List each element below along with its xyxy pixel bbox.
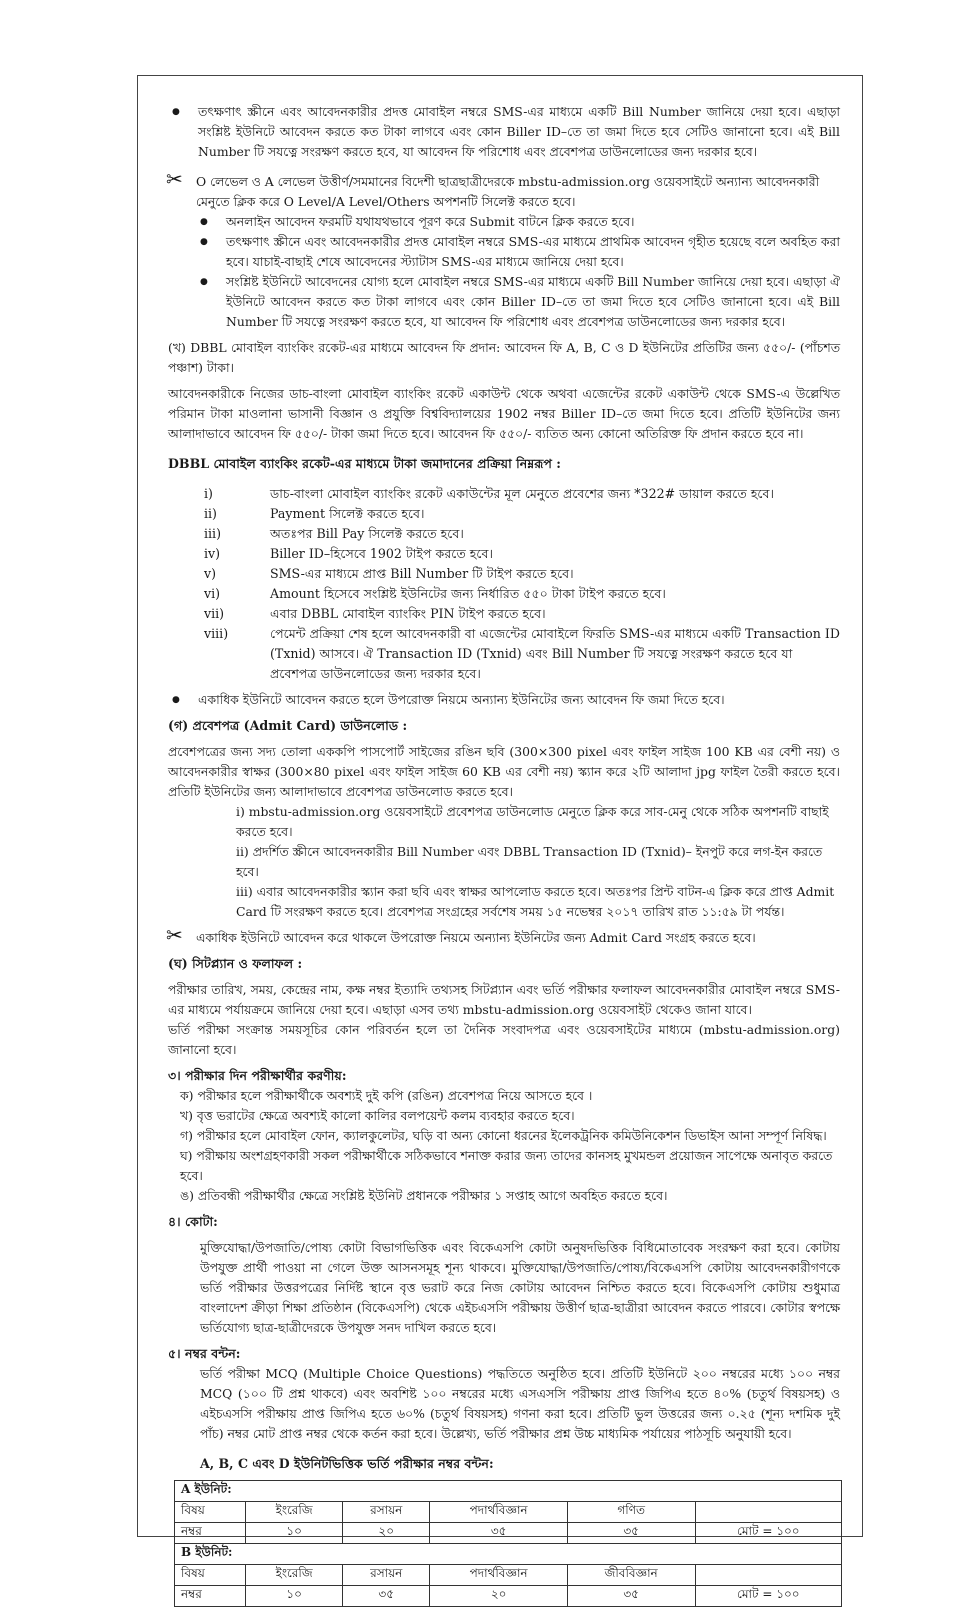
olevel-bullet-1: ● অনলাইন আবেদন ফরমটি যথাযথভাবে পূরণ করে Submit বাটনে ক্লিক করতে হবে। (196, 212, 840, 232)
scissors-icon: ✂ (166, 167, 183, 191)
list-item: খ) বৃত্ত ভরাটের ক্ষেত্রে অবশ্যই কালো কালির বলপয়েন্ট কলম ব্যবহার করতে হবে। (180, 1108, 575, 1123)
olevel-section (166, 167, 840, 212)
dbbl-note: ● একাধিক ইউনিটে আবেদন করতে হলে উপরোক্ত নিয়মে অন্যান্য ইউনিটের জন্য আবেদন ফি জমা দিতে হবে। (168, 690, 840, 710)
document-page (137, 75, 863, 1601)
unit-b-title: B ইউনিট: (175, 1544, 842, 1565)
list-item: ঘ) পরীক্ষায় অংশগ্রহণকারী সকল পরীক্ষার্থীকে সঠিকভাবে শনাক্ত করার জন্য তাদের কানসহ মুখমন্ডল প্রয়োজন সাপেক্ষে অনাবৃত করতে হবে। (180, 1148, 833, 1183)
table-row: বিষয় ইংরেজি রসায়ন পদার্থবিজ্ঞান জীববিজ্ঞান (175, 1565, 842, 1586)
section-kha-heading: (খ) DBBL মোবাইল ব্যাংকিং রকেট-এর মাধ্যমে আবেদন ফি প্রদান: আবেদন ফি A, B, C ও D ইউনিটের প্রতিটির জন্য ৫৫০/- (পাঁচশত পঞ্চাশ) টাকা। (168, 340, 840, 375)
dbbl-steps (168, 484, 840, 684)
list-item: গ) পরীক্ষার হলে মোবাইল ফোন, ক্যালকুলেটর, ঘড়ি বা অন্য কোনো ধরনের ইলেকট্রনিক কমিউনিকেশন ডিভাইস আনা সম্পূর্ণ নিষিদ্ধ। (180, 1128, 827, 1143)
admit-step: ii) প্রদর্শিত স্ক্রীনে আবেদনকারীর Bill Number এবং DBBL Transaction ID (Txnid)– ইনপুট করে লগ-ইন করতে হবে। (236, 844, 823, 879)
olevel-intro: O লেভেল ও A লেভেল উত্তীর্ণ/সমমানের বিদেশী ছাত্রছাত্রীদেরকে mbstu-admission.org ওয়েবসাইটে অন্যান্য আবেদনকারী মেনুতে ক্লিক করে O Level/A Level/Others অপশনটি সিলেক্ট করতে হবে। (196, 174, 820, 209)
section-4-para: মুক্তিযোদ্ধা/উপজাতি/পোষ্য কোটা বিভাগভিত্তিক এবং বিকেএসপি কোটা অনুষদভিত্তিক বিধিমোতাবেক সংরক্ষণ করা হবে। কোটায় উপযুক্ত প্রার্থী পাওয়া না গেলে উক্ত আসনসমূহ শূন্য থাকবে। মুক্তিযোদ্ধা/উপজাতি/পোষ্য/বিকেএসপি কোটায় আবেদনকারীগণকে ভর্তি পরীক্ষার উত্তরপত্রের নির্দিষ্ট স্থানে বৃত্ত ভরাট করে নিজ কোটায় আবেদন নিশ্চিত করতে হবে। বিকেএসপি কোটায় শুধুমাত্র বাংলাদেশ ক্রীড়া শিক্ষা প্রতিষ্ঠান (বিকেএসপি) থেকে এইচএসসি পরীক্ষায় উত্তীর্ণ ছাত্র-ছাত্রীরা আবেদন করতে পারবে। কোটার স্বপক্ষে ভর্তিযোগ্য ছাত্র-ছাত্রীদেরকে উপযুক্ত সনদ দাখিল করতে হবে। (200, 1240, 840, 1335)
dbbl-step: iv) Biller ID–হিসেবে 1902 টাইপ করতে হবে। (204, 546, 493, 561)
section-4-heading: ৪। কোটা: (168, 1214, 218, 1229)
scissors-icon: ✂ (166, 923, 183, 947)
section-kha-para: আবেদনকারীকে নিজের ডাচ-বাংলা মোবাইল ব্যাংকিং রকেট একাউন্ট থেকে অথবা এজেন্টের রকেট একাউন্ট থেকে SMS-এ উল্লেখিত পরিমান টাকা মাওলানা ভাসানী বিজ্ঞান ও প্রযুক্তি বিশ্ববিদ্যালয়ের 1902 নম্বর Biller ID–তে জমা দিতে হবে। প্রতিটি ইউনিটের জন্য আলাদাভাবে আবেদন ফি ৫৫০/- টাকা জমা দিতে হবে। আবেদন ফি ৫৫০/- ব্যতিত অন্য কোনো অতিরিক্ত ফি প্রদান করতে হবে না। (168, 386, 840, 441)
olevel-bullet-3: ● সংশ্লিষ্ট ইউনিটে আবেদনের যোগ্য হলে মোবাইল নম্বরে SMS-এর মাধ্যমে একটি Bill Number জানিয়ে দেয়া হবে। এছাড়া ঐ ইউনিটে আবেদন করতে কত টাকা লাগবে এবং কোন Biller ID–তে তা জমা দিতে হবে সেটিও জানানো হবে। এই Bill Number টি সযত্নে সংরক্ষণ করতে হবে, যা আবেদন ফি পরিশোধ এবং প্রবেশপত্র ডাউনলোডের জন্য দরকার হবে। (196, 272, 840, 332)
section-5-heading: ৫। নম্বর বন্টন: (168, 1346, 241, 1361)
dbbl-step: ii) Payment সিলেক্ট করতে হবে। (204, 506, 425, 521)
section-ga-heading: (গ) প্রবেশপত্র (Admit Card) ডাউনলোড : (168, 718, 408, 733)
section-ga-para: প্রবেশপত্রের জন্য সদ্য তোলা এককপি পাসপোর্ট সাইজের রঙিন ছবি (300×300 pixel এবং ফাইল সাইজ 100 KB এর বেশী নয়) ও আবেদনকারীর স্বাক্ষর (300×80 pixel এবং ফাইল সাইজ 60 KB এর বেশী নয়) স্ক্যান করে ২টি আলাদা jpg ফাইল তৈরী করতে হবে। প্রতিটি ইউনিটের জন্য আলাদাভাবে প্রবেশপত্র ডাউনলোড করতে হবে। (168, 744, 840, 799)
olevel-bullet-2: ● তৎক্ষণাৎ স্ক্রীনে এবং আবেদনকারীর প্রদত্ত মোবাইল নম্বরে SMS-এর মাধ্যমে প্রাথমিক আবেদন গৃহীত হয়েছে বলে অবহিত করা হবে। যাচাই-বাছাই শেষে আবেদনের স্ট্যাটাস SMS-এর মাধ্যমে জানিয়ে দেয়া হবে। (196, 232, 840, 272)
unit-a-title: A ইউনিট: (175, 1481, 842, 1502)
dbbl-step: vii) এবার DBBL মোবাইল ব্যাংকিং PIN টাইপ করতে হবে। (204, 606, 546, 621)
dbbl-heading: DBBL মোবাইল ব্যাংকিং রকেট-এর মাধ্যমে টাকা জমাদানের প্রক্রিয়া নিম্নরূপ : (168, 456, 561, 471)
dbbl-step: viii) পেমেন্ট প্রক্রিয়া শেষ হলে আবেদনকারী বা এজেন্টের মোবাইলে ফিরতি SMS-এর মাধ্যমে একটি Transaction ID (Txnid) আসবে। ঐ Transaction ID (Txnid) এবং Bill Number টি সযত্নে সংরক্ষণ করতে হবে যা প্রবেশপত্র ডাউনলোডের জন্য দরকার হবে। (204, 626, 840, 681)
admit-note: ✂ একাধিক ইউনিটে আবেদন করে থাকলে উপরোক্ত নিয়মে অন্যান্য ইউনিটের জন্য Admit Card সংগ্রহ করতে হবে। (166, 923, 756, 947)
section-gha-para1: পরীক্ষার তারিখ, সময়, কেন্দ্রের নাম, কক্ষ নম্বর ইত্যাদি তথ্যসহ সিটপ্ল্যান এবং ভর্তি পরীক্ষার ফলাফল আবেদনকারীর মোবাইল নম্বরে SMS-এর মাধ্যমে পর্যায়ক্রমে জানিয়ে দেয়া হবে। এছাড়া এসব তথ্য mbstu-admission.org ওয়েবসাইট থেকেও জানা যাবে। (168, 982, 840, 1017)
section-3-heading: ৩। পরীক্ষার দিন পরীক্ষার্থীর করণীয়: (168, 1068, 347, 1083)
section-gha-para2: ভর্তি পরীক্ষা সংক্রান্ত সময়সূচির কোন পরিবর্তন হলে তা দৈনিক সংবাদপত্র এবং ওয়েবসাইটের মাধ্যমে (mbstu-admission.org) জানানো হবে। (168, 1022, 840, 1057)
marks-table-title: A, B, C এবং D ইউনিটভিত্তিক ভর্তি পরীক্ষার নম্বর বন্টন: (200, 1456, 494, 1471)
list-item: ক) পরীক্ষার হলে পরীক্ষার্থীকে অবশ্যই দুই কপি (রঙিন) প্রবেশপত্র নিয়ে আসতে হবে । (180, 1088, 593, 1103)
dbbl-step: i) ডাচ-বাংলা মোবাইল ব্যাংকিং রকেট একাউন্টের মূল মেনুতে প্রবেশের জন্য *322# ডায়াল করতে হবে। (204, 486, 775, 501)
dbbl-step: iii) অতঃপর Bill Pay সিলেক্ট করতে হবে। (204, 526, 464, 541)
list-item: ঙ) প্রতিবন্ধী পরীক্ষার্থীর ক্ষেত্রে সংশ্লিষ্ট ইউনিট প্রধানকে পরীক্ষার ১ সপ্তাহ আগে অবহিত করতে হবে। (180, 1188, 668, 1203)
table-row: নম্বর ১০ ৩৫ ২০ ৩৫ মোট = ১০০ (175, 1586, 842, 1607)
dbbl-step: vi) Amount হিসেবে সংশ্লিষ্ট ইউনিটের জন্য নির্ধারিত ৫৫০ টাকা টাইপ করতে হবে। (204, 586, 666, 601)
admit-step: i) mbstu-admission.org ওয়েবসাইটে প্রবেশপত্র ডাউনলোড মেনুতে ক্লিক করে সাব-মেনু থেকে সঠিক অপশনটি বাছাই করতে হবে। (236, 804, 829, 839)
section-5-para: ভর্তি পরীক্ষা MCQ (Multiple Choice Questions) পদ্ধতিতে অনুষ্ঠিত হবে। প্রতিটি ইউনিটে ২০০ নম্বরের মধ্যে ১০০ নম্বর MCQ (১০০ টি প্রশ্ন থাকবে) এবং অবশিষ্ট ১০০ নম্বরের মধ্যে এসএসসি পরীক্ষায় প্রাপ্ত জিপিএ হতে ৪০% (চতুর্থ বিষয়সহ) ও এইচএসসি পরীক্ষায় প্রাপ্ত জিপিএ হতে ৬০% (চতুর্থ বিষয়সহ) গণনা করা হবে। প্রতিটি ভুল উত্তরের জন্য ০.২৫ (শূন্য দশমিক দুই পাঁচ) নম্বর মোট প্রাপ্ত নম্বর থেকে কর্তন করা হবে। উল্লেখ্য, ভর্তি পরীক্ষার প্রশ্ন উচ্চ মাধ্যমিক পর্যায়ের পাঠসূচি অনুযায়ী হবে। (200, 1366, 840, 1441)
admit-steps (236, 802, 840, 922)
marks-table (174, 1480, 842, 1607)
table-row: বিষয় ইংরেজি রসায়ন পদার্থবিজ্ঞান গণিত (175, 1502, 842, 1523)
section-gha-heading: (ঘ) সিটপ্ল্যান ও ফলাফল : (168, 956, 303, 971)
bullet-bill-number: ● তৎক্ষণাৎ স্ক্রীনে এবং আবেদনকারীর প্রদত্ত মোবাইল নম্বরে SMS-এর মাধ্যমে একটি Bill Number জানিয়ে দেয়া হবে। এছাড়া সংশ্লিষ্ট ইউনিটে আবেদন করতে কত টাকা লাগবে এবং কোন Biller ID–তে তা জমা দিতে হবে সেটিও জানানো হবে। এই Bill Number টি সযত্নে সংরক্ষণ করতে হবে, যা আবেদন ফি পরিশোধ এবং প্রবেশপত্র ডাউনলোডের জন্য দরকার হবে। (168, 102, 840, 162)
table-row: নম্বর ১০ ২০ ৩৫ ৩৫ মোট = ১০০ (175, 1523, 842, 1544)
admit-step: iii) এবার আবেদনকারীর স্ক্যান করা ছবি এবং স্বাক্ষর আপলোড করতে হবে। অতঃপর প্রিন্ট বাটন-এ ক্লিক করে প্রাপ্ত Admit Card টি সংরক্ষণ করতে হবে। প্রবেশপত্র সংগ্রহের সর্বশেষ সময় ১৫ নভেম্বর ২০১৭ তারিখ রাত ১১:৫৯ টা পর্যন্ত। (236, 884, 835, 919)
exam-day-list (180, 1086, 840, 1206)
dbbl-step: v) SMS-এর মাধ্যমে প্রাপ্ত Bill Number টি টাইপ করতে হবে। (204, 566, 574, 581)
